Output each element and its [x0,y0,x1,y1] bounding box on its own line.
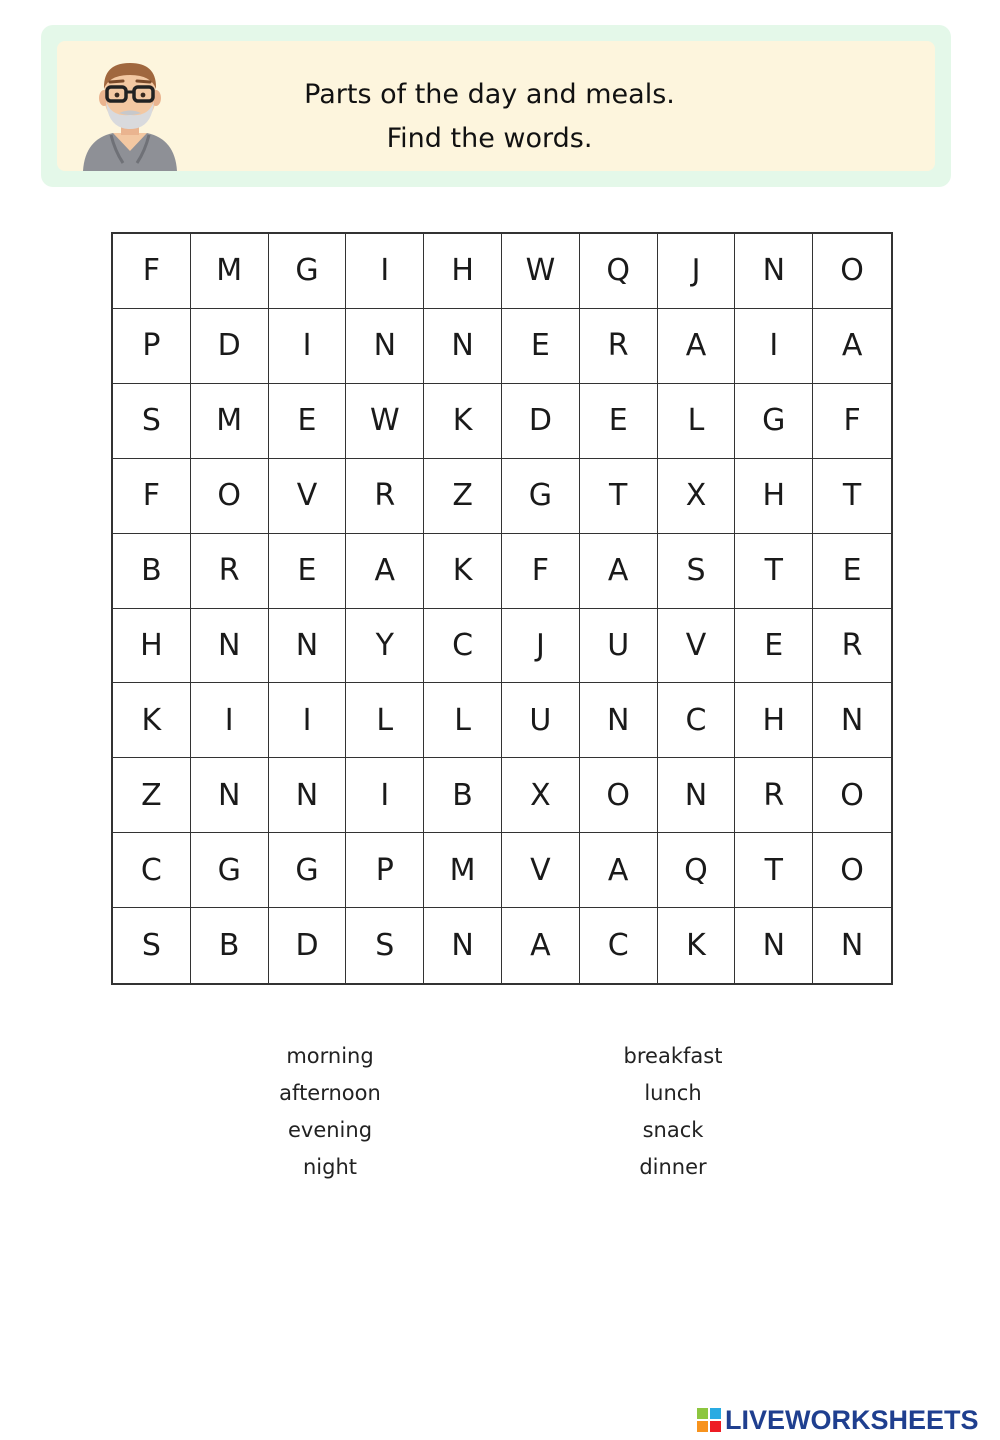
grid-cell[interactable]: T [580,459,658,534]
grid-cell[interactable]: U [502,683,580,758]
grid-cell[interactable]: U [580,609,658,684]
word-list-item: morning [286,1044,374,1068]
brand-name: LIVEWORKSHEETS [725,1404,979,1435]
grid-cell[interactable]: I [735,309,813,384]
grid-cell[interactable]: N [735,908,813,983]
title-line-2: Find the words. [386,123,593,154]
grid-cell[interactable]: I [269,683,347,758]
grid-cell[interactable]: M [424,833,502,908]
grid-cell[interactable]: T [735,534,813,609]
grid-cell[interactable]: L [658,384,736,459]
grid-cell[interactable]: Q [580,234,658,309]
grid-cell[interactable]: R [346,459,424,534]
grid-cell[interactable]: A [813,309,891,384]
grid-cell[interactable]: G [735,384,813,459]
grid-cell[interactable]: C [424,609,502,684]
grid-cell[interactable]: I [191,683,269,758]
grid-cell[interactable]: J [502,609,580,684]
grid-cell[interactable]: O [813,833,891,908]
grid-cell[interactable]: O [813,234,891,309]
grid-cell[interactable]: N [658,758,736,833]
grid-cell[interactable]: A [346,534,424,609]
grid-cell[interactable]: S [658,534,736,609]
grid-cell[interactable]: Q [658,833,736,908]
header-banner [41,25,951,187]
grid-cell[interactable]: S [113,908,191,983]
grid-cell[interactable]: N [735,234,813,309]
grid-cell[interactable]: I [346,234,424,309]
grid-cell[interactable]: R [191,534,269,609]
grid-cell[interactable]: Z [113,758,191,833]
word-list-item: evening [287,1118,373,1142]
grid-cell[interactable]: N [424,908,502,983]
grid-cell[interactable]: J [658,234,736,309]
word-list-item: night [302,1155,358,1179]
grid-cell[interactable]: V [269,459,347,534]
grid-cell[interactable]: C [580,908,658,983]
grid-cell[interactable]: F [813,384,891,459]
grid-cell[interactable]: A [580,833,658,908]
footer-brand [697,1402,979,1438]
grid-cell[interactable]: M [191,384,269,459]
grid-cell[interactable]: H [113,609,191,684]
grid-cell[interactable]: R [813,609,891,684]
grid-cell[interactable]: L [346,683,424,758]
worksheet-title [297,73,682,161]
grid-cell[interactable]: O [813,758,891,833]
title-line-1: Parts of the day and meals. [304,79,675,110]
grid-cell[interactable]: E [813,534,891,609]
grid-cell[interactable]: X [658,459,736,534]
grid-cell[interactable]: K [113,683,191,758]
grid-cell[interactable]: I [269,309,347,384]
word-list-item: dinner [639,1155,707,1179]
word-search-grid[interactable] [111,232,893,985]
grid-cell[interactable]: N [424,309,502,384]
grid-cell[interactable]: N [269,609,347,684]
grid-cell[interactable]: S [113,384,191,459]
grid-cell[interactable]: H [424,234,502,309]
grid-cell[interactable]: K [424,534,502,609]
grid-cell[interactable]: D [502,384,580,459]
grid-cell[interactable]: N [191,758,269,833]
grid-cell[interactable]: E [580,384,658,459]
grid-cell[interactable]: G [269,234,347,309]
grid-cell[interactable]: G [191,833,269,908]
grid-cell[interactable]: Y [346,609,424,684]
grid-cell[interactable]: P [113,309,191,384]
grid-cell[interactable]: F [502,534,580,609]
grid-cell[interactable]: G [269,833,347,908]
grid-cell[interactable]: N [191,609,269,684]
grid-cell[interactable]: O [580,758,658,833]
grid-cell[interactable]: C [113,833,191,908]
grid-cell[interactable]: T [735,833,813,908]
grid-cell[interactable]: N [580,683,658,758]
word-list-parts-of-day [230,1038,430,1186]
grid-cell[interactable]: Z [424,459,502,534]
grid-cell[interactable]: R [735,758,813,833]
grid-cell[interactable]: I [346,758,424,833]
grid-cell[interactable]: K [658,908,736,983]
grid-cell[interactable]: N [269,758,347,833]
grid-cell[interactable]: O [191,459,269,534]
grid-cell[interactable]: W [502,234,580,309]
grid-cell[interactable]: D [191,309,269,384]
grid-cell[interactable]: C [658,683,736,758]
grid-cell[interactable]: N [346,309,424,384]
grid-cell[interactable]: S [346,908,424,983]
grid-cell[interactable]: B [113,534,191,609]
grid-cell[interactable]: H [735,683,813,758]
word-list-item: lunch [644,1081,702,1105]
grid-cell[interactable]: L [424,683,502,758]
grid-cell[interactable]: W [346,384,424,459]
grid-cell[interactable]: E [269,384,347,459]
grid-cell[interactable]: N [813,683,891,758]
grid-cell[interactable]: K [424,384,502,459]
grid-cell[interactable]: G [502,459,580,534]
grid-cell[interactable]: X [502,758,580,833]
word-list-item: snack [642,1118,704,1142]
word-list-item: breakfast [623,1044,723,1068]
liveworksheets-logo-icon [697,1408,721,1432]
header-panel [57,41,935,171]
grid-cell[interactable]: E [502,309,580,384]
grid-cell[interactable]: H [735,459,813,534]
grid-cell[interactable]: E [269,534,347,609]
grid-cell[interactable]: F [113,234,191,309]
grid-cell[interactable]: F [113,459,191,534]
grid-cell[interactable]: A [658,309,736,384]
grid-cell[interactable]: V [658,609,736,684]
grid-cell[interactable]: E [735,609,813,684]
grid-cell[interactable]: P [346,833,424,908]
grid-cell[interactable]: B [424,758,502,833]
word-list-meals [573,1038,773,1186]
grid-cell[interactable]: T [813,459,891,534]
grid-cell[interactable]: A [502,908,580,983]
grid-cell[interactable]: B [191,908,269,983]
grid-cell[interactable]: N [840,928,864,964]
grid-cell[interactable]: D [269,908,347,983]
grid-cell[interactable]: M [191,234,269,309]
grid-cell[interactable]: V [502,833,580,908]
word-list-item: afternoon [279,1081,381,1105]
grid-cell[interactable]: A [580,534,658,609]
teacher-avatar-icon [75,51,185,171]
grid-cell[interactable]: R [580,309,658,384]
